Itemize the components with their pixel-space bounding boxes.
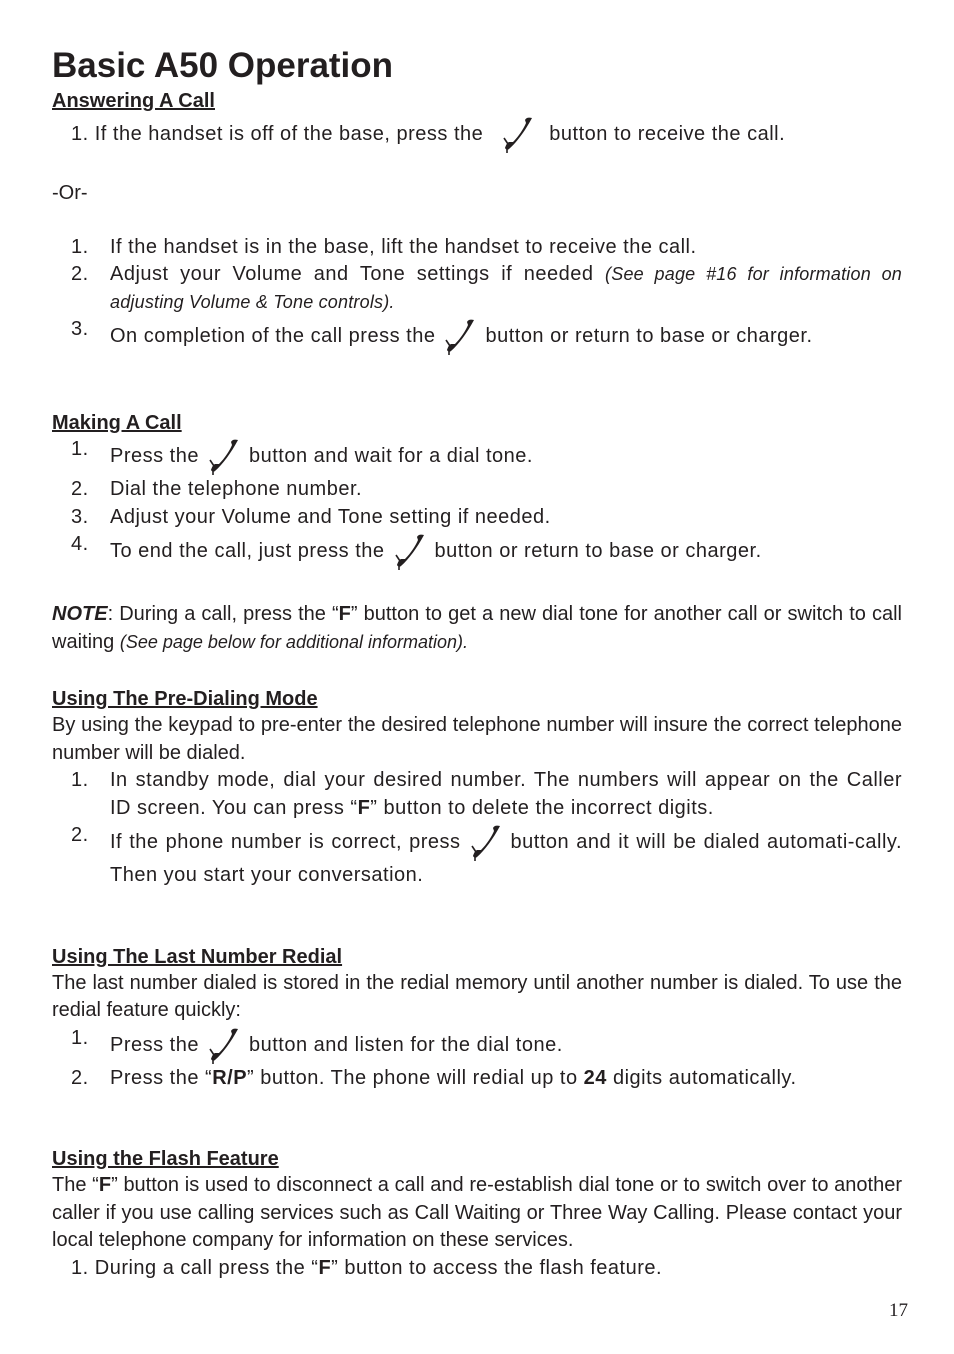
list-item: 1. Press the button and wait for a dial tone. xyxy=(52,436,902,476)
predial-heading: Using The Pre-Dialing Mode xyxy=(52,688,318,710)
answering-list xyxy=(52,234,902,357)
list-item: 4. To end the call, just press the button or return to base or charger. xyxy=(52,531,902,571)
redial-list xyxy=(52,1025,902,1093)
redial-heading: Using The Last Number Redial xyxy=(52,945,343,968)
list-item: 1. In standby mode, dial your desired number. The numbers will appear on the Caller ID screen. You can press “F” button to delete the incorrect digits. xyxy=(71,769,902,819)
list-item: 1. If the handset is in the base, lift the handset to receive the call. xyxy=(71,235,697,258)
predial-intro: By using the keypad to pre-enter the desired telephone number will insure the correct telephone number will be dialed. xyxy=(52,714,902,764)
list-item: 1. Press the button and listen for the dial tone. xyxy=(52,1025,902,1065)
manual-page xyxy=(52,44,902,1282)
talk-handset-icon xyxy=(203,1025,245,1065)
making-list xyxy=(52,436,902,571)
talk-handset-icon xyxy=(465,822,507,862)
list-item: 2. Adjust your Volume and Tone settings if needed (See page #16 for information on adjusting Volume & Tone controls). xyxy=(71,263,903,312)
predial-list xyxy=(52,767,902,890)
list-item: 3. Adjust your Volume and Tone setting if needed. xyxy=(71,505,551,528)
list-item: 2. Press the “R/P” button. The phone will redial up to 24 digits automatically. xyxy=(71,1066,797,1089)
talk-handset-icon xyxy=(439,316,481,356)
making-heading: Making A Call xyxy=(52,412,182,434)
or-separator: -Or- xyxy=(52,182,88,204)
list-item: 2. If the phone number is correct, press button and it will be dialed automati-cally. Then you start your conversation. xyxy=(71,824,902,886)
list-item: 2. Dial the telephone number. xyxy=(71,478,363,500)
flash-step: 1. During a call press the “F” button to access the flash feature. xyxy=(71,1256,663,1279)
flash-heading: Using the Flash Feature xyxy=(52,1148,279,1170)
page-number: 17 xyxy=(889,1300,908,1321)
talk-handset-icon xyxy=(497,114,539,154)
note-paragraph: NOTE: During a call, press the “F” button to get a new dial tone for another call or switch to call waiting (See page below for additional information). xyxy=(52,603,902,653)
redial-intro: The last number dialed is stored in the redial memory until another number is dialed. To use the redial feature quickly: xyxy=(52,971,902,1021)
flash-intro: The “F” button is used to disconnect a call and re-establish dial tone or to switch over to another caller if you use calling services such as Call Waiting or Three Way Calling. Please contact your local telephone company for information on these services. xyxy=(52,1174,902,1251)
list-item: 3. On completion of the call press the button or return to base or charger. xyxy=(52,316,902,356)
answering-heading: Answering A Call xyxy=(52,90,215,112)
page-title: Basic A50 Operation xyxy=(52,46,394,85)
answering-step: 1. If the handset is off of the base, press the button to receive the call. xyxy=(52,114,902,154)
talk-handset-icon xyxy=(203,436,245,476)
talk-handset-icon xyxy=(389,531,431,571)
